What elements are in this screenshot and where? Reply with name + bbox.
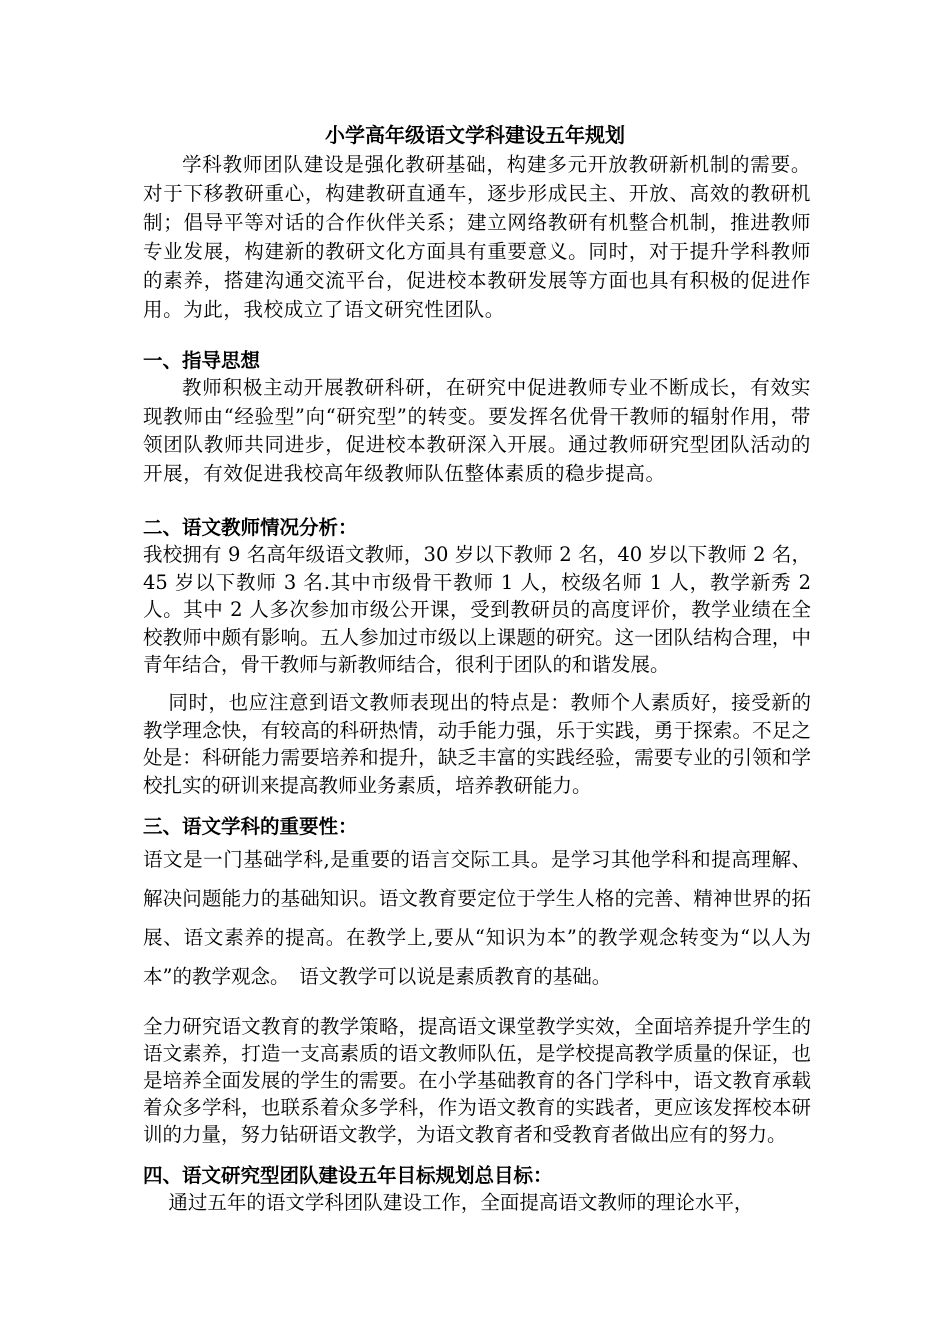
teacher-analysis-paragraph-2: 同时，也应注意到语文教师表现出的特点是：教师个人素质好，接受新的教学理念快，有较高的科研热情，动手能力强，乐于实践，勇于探索。不足之处是：科研能力需要培养和提升，缺乏丰富的实践经验，需要专业的引领和学校扎实的研训来提高教师业务素质，培养教研能力。 [143, 691, 811, 797]
guiding-ideology-paragraph: 教师积极主动开展教研科研，在研究中促进教师专业不断成长，有效实现教师由“经验型”向“研究型”的转变。要发挥名优骨干教师的辐射作用，带领团队教师共同进步，促进校本教研深入开展。通过教师研究型团队活动的开展，有效促进我校高年级教师队伍整体素质的稳步提高。 [143, 376, 811, 485]
teacher-analysis-paragraph-1: 我校拥有 9 名高年级语文教师，30 岁以下教师 2 名，40 岁以下教师 2 名，45 岁以下教师 3 名.其中市级骨干教师 1 人，校级名师 1 人，教学新秀 2 人。其中 2 人多次参加市级公开课，受到教研员的高度评价，教学业绩在全校教师中颇有影响。五人参加过市级以上课题的研究。这一团队结构合理，中青年结合，骨干教师与新教师结合，很利于团队的和谐发展。 [143, 543, 811, 676]
importance-paragraph-1 [143, 840, 811, 996]
section-heading-five-year-goal: 四、语文研究型团队建设五年目标规划总目标： [143, 1164, 553, 1187]
document-title: 小学高年级语文学科建设五年规划 [325, 123, 625, 147]
importance-paragraph-1-main: 语文是一门基础学科,是重要的语言交际工具。是学习其他学科和提高理解、解决问题能力的基础知识。语文教育要定位于学生人格的完善、精神世界的拓展、语文素养的提高。在教学上,要从“知识为本”的教学观念转变为“以人为本”的教学观念。 [143, 848, 811, 988]
intro-paragraph: 学科教师团队建设是强化教研基础，构建多元开放教研新机制的需要。对于下移教研重心，构建教研直通车，逐步形成民主、开放、高效的教研机制；倡导平等对话的合作伙伴关系；建立网络教研有机整合机制，推进教师专业发展，构建新的教研文化方面具有重要意义。同时，对于提升学科教师的素养，搭建沟通交流平台，促进校本教研发展等方面也具有积极的促进作用。为此，我校成立了语文研究性团队。 [143, 153, 811, 321]
importance-paragraph-2: 全力研究语文教育的教学策略，提高语文课堂教学实效，全面培养提升学生的语文素养，打造一支高素质的语文教师队伍，是学校提高教学质量的保证，也是培养全面发展的学生的需要。在小学基础教育的各门学科中，语文教育承载着众多学科，也联系着众多学科，作为语文教育的实践者，更应该发挥校本研训的力量，努力钻研语文教学，为语文教育者和受教育者做出应有的努力。 [143, 1015, 811, 1146]
importance-paragraph-1-tail: 语文教学可以说是素质教育的基础。 [299, 965, 612, 988]
section-heading-guiding-ideology: 一、指导思想 [143, 349, 261, 372]
section-heading-teacher-analysis: 二、语文教师情况分析： [143, 516, 358, 539]
section-heading-importance: 三、语文学科的重要性： [143, 815, 358, 838]
five-year-goal-paragraph: 通过五年的语文学科团队建设工作，全面提高语文教师的理论水平， [168, 1191, 754, 1214]
